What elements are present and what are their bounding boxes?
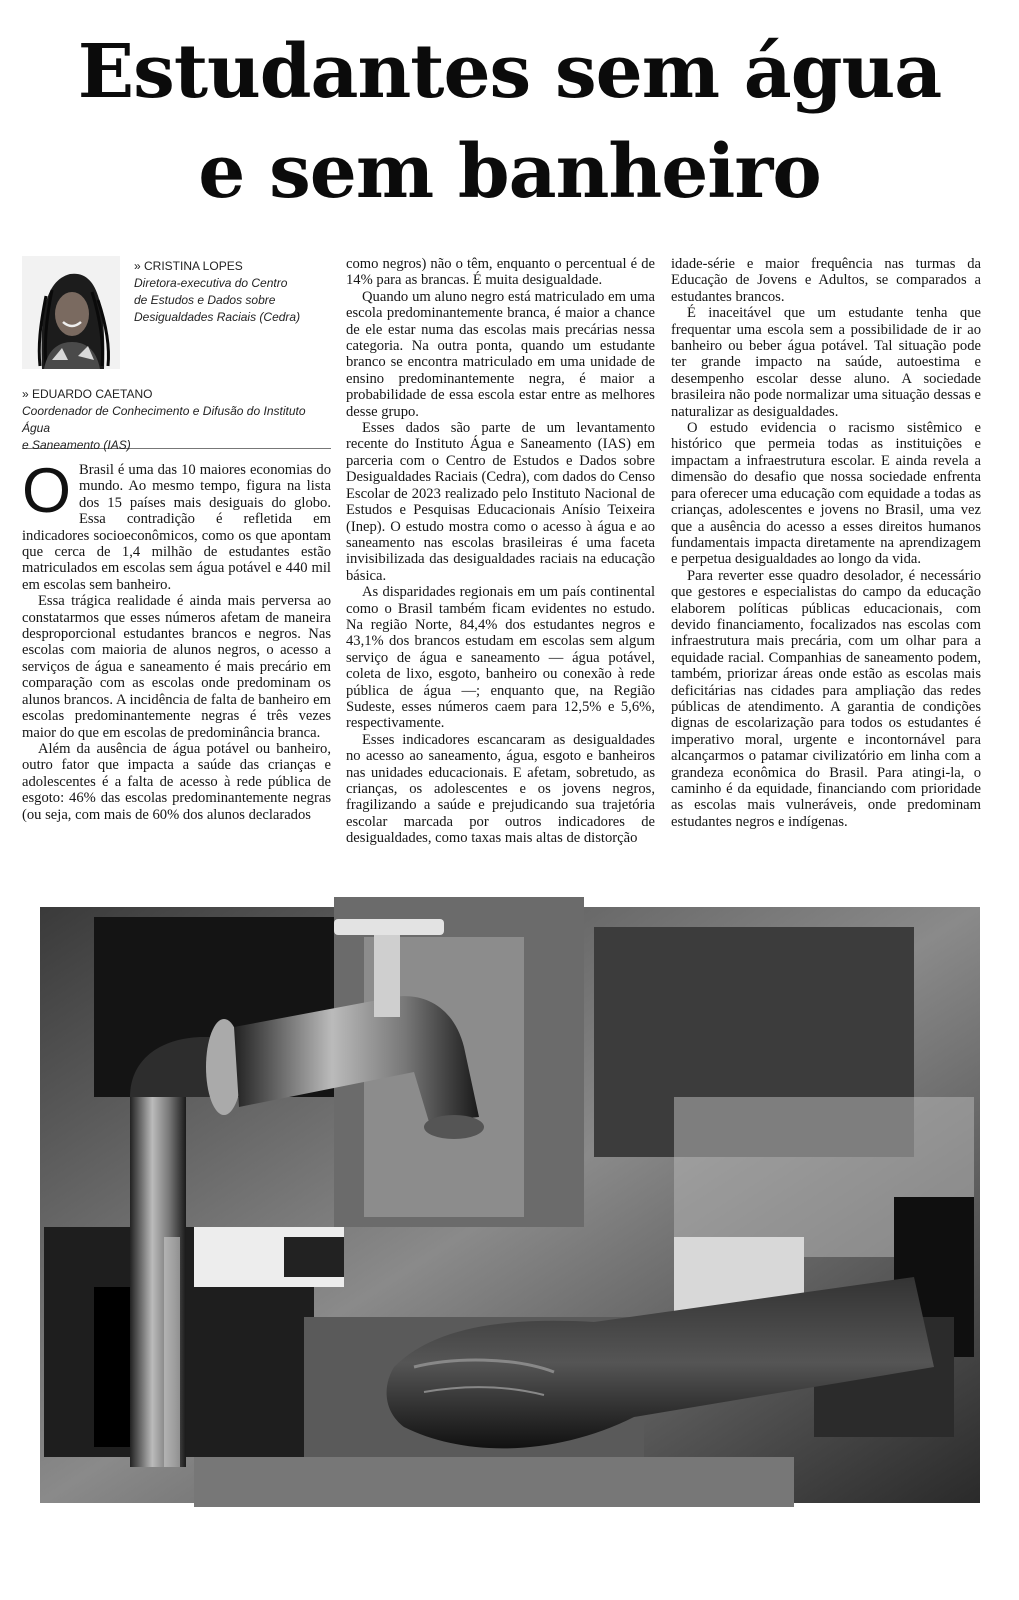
author-role-line: de Estudos e Dados sobre <box>134 293 276 307</box>
author-role-line: Coordenador de Conhecimento e Difusão do Instituto Água <box>22 404 306 435</box>
paragraph: Além da ausência de água potável ou banheiro, outro fator que impacta a saúde das crianças e adolescentes é a falta de acesso à rede pública de esgoto: 46% das escolas predominantemente negras (ou seja, com mais de 60% dos alunos declarados <box>22 740 331 823</box>
author-name: » EDUARDO CAETANO <box>22 387 153 401</box>
paragraph: Esses indicadores escancaram as desigualdades no acesso ao saneamento, água, esgoto e banheiros nas unidades educacionais. E afetam, sobretudo, as crianças, os adolescentes e os jovens negros, fragilizando a saúde e prejudicando sua trajetória escolar marcada por outros indicadores de desigualdades, como taxas mais altas de distorção <box>346 731 655 847</box>
author-name: » CRISTINA LOPES <box>134 259 243 273</box>
author-role-line: e Saneamento (IAS) <box>22 438 131 452</box>
author-photo <box>22 256 120 369</box>
illustration-faucet-and-hands <box>34 897 990 1512</box>
paragraph: Para reverter esse quadro desolador, é necessário que gestores e especialistas do campo da educação elaborem políticas públicas educacionais, com devido financiamento, focalizados nas escolas com infraestrutura mais precária, com um olhar para a equidade racial. Companhias de saneamento podem, também, priorizar áreas onde estão as escolas mais deficitárias nas cidades para ampliação das redes públicas de atendimento. A garantia de condições dignas de escolarização para todos os estudantes é imperativo moral, urgente e incontornável para alcançarmos o patamar civilizatório em linha com a grandeza econômica do Brasil. Para atingi-la, o caminho é da equidade, financiando com prioridade as escolas mais vulneráveis, onde predominam estudantes negros e indígenas. <box>671 567 981 830</box>
author-block-eduardo <box>22 386 331 452</box>
article-column-3 <box>671 256 981 830</box>
paragraph: É inaceitável que um estudante tenha que frequentar uma escola sem a possibilidade de ir ao banheiro ou beber água potável. Tal situação pode ter grande impacto na saúde, autoestima e desempenho escolar desse aluno. A sociedade brasileira não pode normalizar uma situação dessas e naturalizar as desigualdades. <box>671 305 981 420</box>
author-block-cristina <box>22 256 331 376</box>
paragraph: As disparidades regionais em um país continental como o Brasil também ficam evidentes no estudo. Na região Norte, 84,4% dos estudantes negros e 43,1% dos brancos estudam em escolas sem algum serviço de água e saneamento — água potável, coleta de lixo, esgoto, banheiro ou conexão à rede pública de água —; enquanto que, na Região Sudeste, esses números caem para 12,5% e 5,6%, respectivamente. <box>346 584 655 732</box>
paragraph: Essa trágica realidade é ainda mais perversa ao constatarmos que esses números afetam de maneira desproporcional estudantes brancos e negros. Nas escolas com maioria de alunos negros, o acesso a serviços de água e saneamento é mais precário em comparação com as escolas onde predominam os alunos brancos. A incidência de falta de banheiro em escolas predominantemente negras é três vezes maior do que em escolas de predominância branca. <box>22 593 331 741</box>
paragraph: Brasil é uma das 10 maiores economias do mundo. Ao mesmo tempo, figura na lista dos 15 países mais desiguais do globo. Essa contradição é refletida em indicadores socioeconômicos, como os que apontam que cerca de 1,4 milhão de estudantes estão matriculados em escolas sem água potável e 440 mil em escolas sem banheiro. <box>22 462 331 593</box>
drop-cap: O <box>22 456 72 526</box>
author-role-line: Diretora-executiva do Centro <box>134 276 288 290</box>
headline-line-1: Estudantes sem água <box>77 29 942 115</box>
article-column-1 <box>22 256 331 823</box>
paragraph: como negros) não o têm, enquanto o percentual é de 14% para as brancas. É muita desigualdade. <box>346 256 655 289</box>
paragraph: Esses dados são parte de um levantamento recente do Instituto Água e Saneamento (IAS) em parceria com o Centro de Estudos e Dados sobre Desigualdades Raciais (Cedra), com dados do Censo Escolar de 2023 realizado pelo Instituto Nacional de Estudos e Pesquisas Educacionais Anísio Teixeira (Inep). O estudo mostra como o acesso à água e ao saneamento nas escolas brasileiras é uma faceta invisibilizada das desigualdades raciais na educação básica. <box>346 420 655 584</box>
author-role-line: Desigualdades Raciais (Cedra) <box>134 310 301 324</box>
headline-line-2: e sem banheiro <box>198 129 821 215</box>
headline <box>0 22 1019 222</box>
paragraph: Quando um aluno negro está matriculado em uma escola predominantemente branca, é maior a chance de ele estar numa das escolas mais precárias nessa categoria. Na outra ponta, quando um estudante branco se encontra matriculado em uma unidade de ensino predominantemente negra, é maior a probabilidade de essa escola estar entre as melhores desse grupo. <box>346 288 655 420</box>
article-column-2 <box>346 256 655 847</box>
paragraph: O estudo evidencia o racismo sistêmico e histórico que permeia todas as instituições e impactam a infraestrutura escolar. E ainda revela a dimensão do desafio que nossa sociedade enfrenta para oferecer uma educação com equidade a todas as crianças, adolescentes e jovens no Brasil, uma vez que a ausência do acesso a esses direitos humanos fundamentais impacta diretamente na aprendizagem e perpetua desigualdades ao longo da vida. <box>671 420 981 568</box>
paragraph: idade-série e maior frequência nas turmas da Educação de Jovens e Adultos, se comparados a estudantes brancos. <box>671 256 981 305</box>
